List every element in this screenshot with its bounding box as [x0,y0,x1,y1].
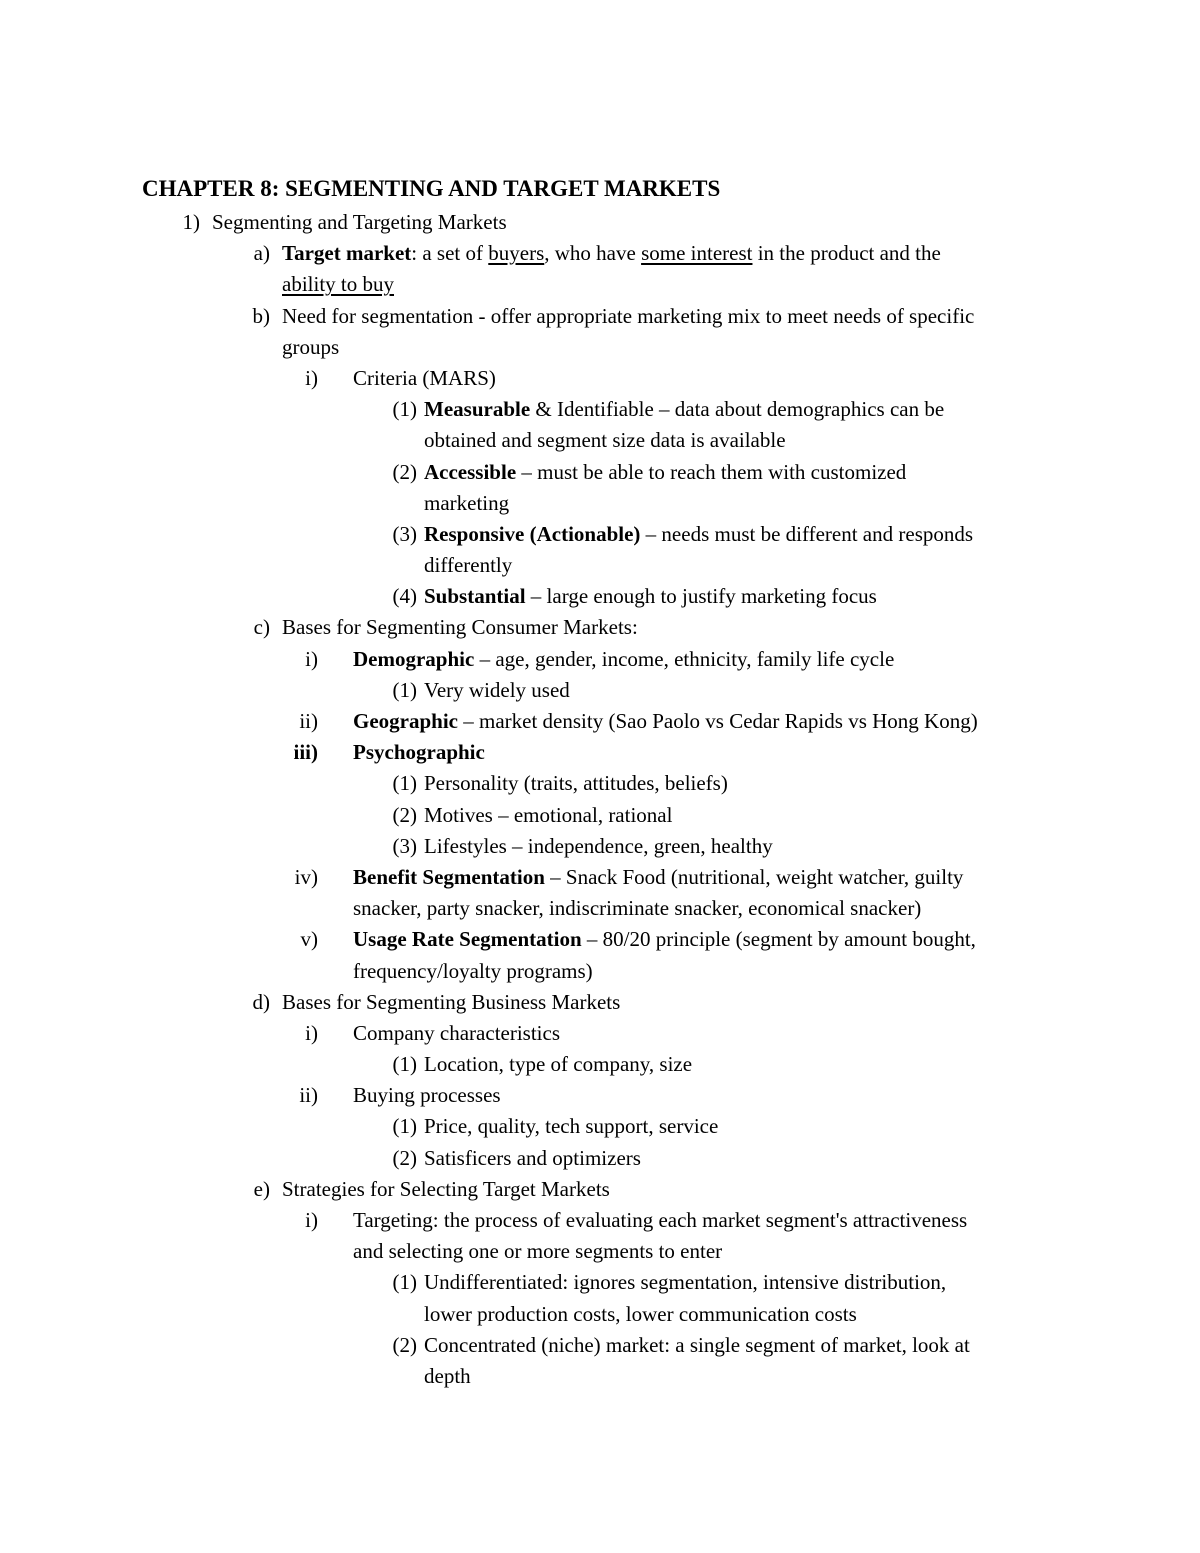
term: Demographic [353,646,475,671]
list-marker: ii) [299,709,318,733]
item-text: Price, quality, tech support, service [424,1114,719,1139]
item-text: Criteria (MARS) [353,365,496,390]
item-text: Satisficers and optimizers [424,1145,641,1170]
outline-item-e-i-1-continued [0,1299,1200,1330]
item-text: Location, type of company, size [424,1052,693,1077]
item-text: Personality (traits, attitudes, beliefs) [424,771,728,796]
item-text: Very widely used [424,677,570,702]
outline-item-b-continued [0,332,1200,363]
outline-item-b-i-1-continued [0,425,1200,456]
list-marker: 1) [182,210,200,234]
item-text: Segmenting and Targeting Markets [212,210,507,234]
item-text: Bases for Segmenting Consumer Markets: [282,615,638,640]
outline-item-d-i [0,1018,1200,1049]
list-marker: a) [253,241,270,266]
outline-item-c-iv [0,862,1200,893]
outline-item-c [0,612,1200,643]
outline-item-b-i [0,363,1200,394]
list-marker: iv) [294,864,318,889]
list-marker: i) [305,1208,318,1232]
outline-item-b-i-1 [0,394,1200,425]
list-marker: (1) [392,397,417,422]
outline-item-b-i-2 [0,457,1200,488]
item-text [353,924,976,955]
text-run: – 80/20 principle (segment by amount bought, [581,927,976,952]
term: Usage Rate Segmentation [353,927,582,952]
outline-item-c-iii-2 [0,800,1200,831]
term: Benefit Segmentation [353,864,545,889]
list-marker: (2) [392,459,417,484]
term: Psychographic [353,740,485,765]
text-run: – needs must be different and responds [640,521,974,546]
list-marker: (1) [392,677,417,702]
list-marker: (2) [392,1145,417,1170]
term: Substantial [424,584,526,609]
outline-item-1 [0,207,1200,238]
list-marker: i) [305,646,318,671]
item-text [424,581,877,612]
outline-item-c-iii [0,737,1200,768]
item-text: frequency/loyalty programs) [353,958,593,983]
item-text [424,519,973,550]
outline-item-e-i [0,1205,1200,1236]
outline-item-a [0,238,1200,269]
outline-item-e-i-1 [0,1267,1200,1298]
list-marker: (3) [392,521,417,546]
outline-item-d [0,987,1200,1018]
list-marker: iii) [293,740,318,765]
text-run: , who have [544,241,642,266]
item-text: Lifestyles – independence, green, healthy [424,833,773,858]
outline-item-c-iii-3 [0,831,1200,862]
list-marker: (3) [392,833,417,858]
item-text: Concentrated (niche) market: a single segment of market, look at [424,1332,970,1357]
underlined-text: some interest [641,241,753,266]
outline-item-c-v [0,924,1200,955]
item-text: obtained and segment size data is available [424,428,786,453]
term: Target market [282,241,412,266]
outline-item-a-continued [0,269,1200,300]
outline-item-e-i-2-continued [0,1361,1200,1392]
list-marker: b) [252,303,270,328]
term: Responsive (Actionable) [424,521,641,546]
item-text: depth [424,1363,471,1388]
term: Measurable [424,397,531,422]
outline-item-c-iv-continued [0,893,1200,924]
outline-item-b-i-3 [0,519,1200,550]
text-run: – must be able to reach them with customized [516,459,907,484]
outline [0,207,1200,1392]
chapter-title: CHAPTER 8: SEGMENTING AND TARGET MARKETS [142,176,721,201]
outline-item-d-ii-1 [0,1111,1200,1142]
item-text: Buying processes [353,1083,501,1108]
list-marker: (1) [392,771,417,796]
item-text: lower production costs, lower communication costs [424,1301,857,1326]
list-marker: (2) [392,1332,417,1357]
item-text: Targeting: the process of evaluating each market segment's attractiveness [353,1208,968,1232]
item-text: Bases for Segmenting Business Markets [282,989,621,1014]
item-text: Undifferentiated: ignores segmentation, intensive distribution, [424,1270,947,1295]
outline-item-e-i-2 [0,1330,1200,1361]
term: Accessible [424,459,517,484]
outline-item-b-i-2-continued [0,488,1200,519]
list-marker: (2) [392,802,417,827]
outline-item-c-i [0,644,1200,675]
text-run: & Identifiable – data about demographics can be [530,397,945,422]
outline-item-b [0,301,1200,332]
item-text [353,706,978,737]
outline-item-c-i-1 [0,675,1200,706]
item-text: Need for segmentation - offer appropriate marketing mix to meet needs of specific [282,303,975,328]
list-marker: i) [305,365,318,390]
list-marker: c) [253,615,270,640]
list-marker: (4) [392,584,417,609]
text-run: – market density (Sao Paolo vs Cedar Rapids vs Hong Kong) [458,709,978,733]
outline-item-e [0,1174,1200,1205]
outline-item-b-i-3-continued [0,550,1200,581]
text-run: in the product and the [752,241,941,266]
list-marker: v) [300,927,318,952]
outline-item-d-i-1 [0,1049,1200,1080]
outline-item-c-iii-1 [0,768,1200,799]
item-text: groups [282,334,340,359]
item-text: snacker, party snacker, indiscriminate snacker, economical snacker) [353,896,922,921]
text-run: – large enough to justify marketing focus [525,584,877,609]
item-text: marketing [424,490,510,515]
item-text [353,862,963,893]
list-marker: (1) [392,1270,417,1295]
item-text: Motives – emotional, rational [424,802,673,827]
item-text [424,457,906,488]
list-marker: (1) [392,1114,417,1139]
list-marker: i) [305,1020,318,1045]
underlined-text: buyers [488,241,545,266]
outline-item-e-i-continued [0,1236,1200,1267]
item-text [353,644,894,675]
text-run: : a set of [411,241,489,266]
list-marker: e) [253,1176,270,1201]
outline-item-d-ii-2 [0,1143,1200,1174]
outline-item-d-ii [0,1080,1200,1111]
outline-item-b-i-4 [0,581,1200,612]
item-text: and selecting one or more segments to enter [353,1239,723,1264]
item-text: differently [424,553,513,578]
item-text [424,394,944,425]
item-text: Company characteristics [353,1020,561,1045]
list-marker: d) [252,989,270,1014]
item-text: Strategies for Selecting Target Markets [282,1176,610,1201]
list-marker: (1) [392,1052,417,1077]
text-run: – age, gender, income, ethnicity, family life cycle [474,646,895,671]
item-text [282,238,941,269]
list-marker: ii) [299,1083,318,1108]
outline-item-c-v-continued [0,956,1200,987]
underlined-text: ability to buy [282,272,394,297]
text-run: – Snack Food (nutritional, weight watcher, guilty [544,864,964,889]
outline-item-c-ii [0,706,1200,737]
term: Geographic [353,709,458,733]
